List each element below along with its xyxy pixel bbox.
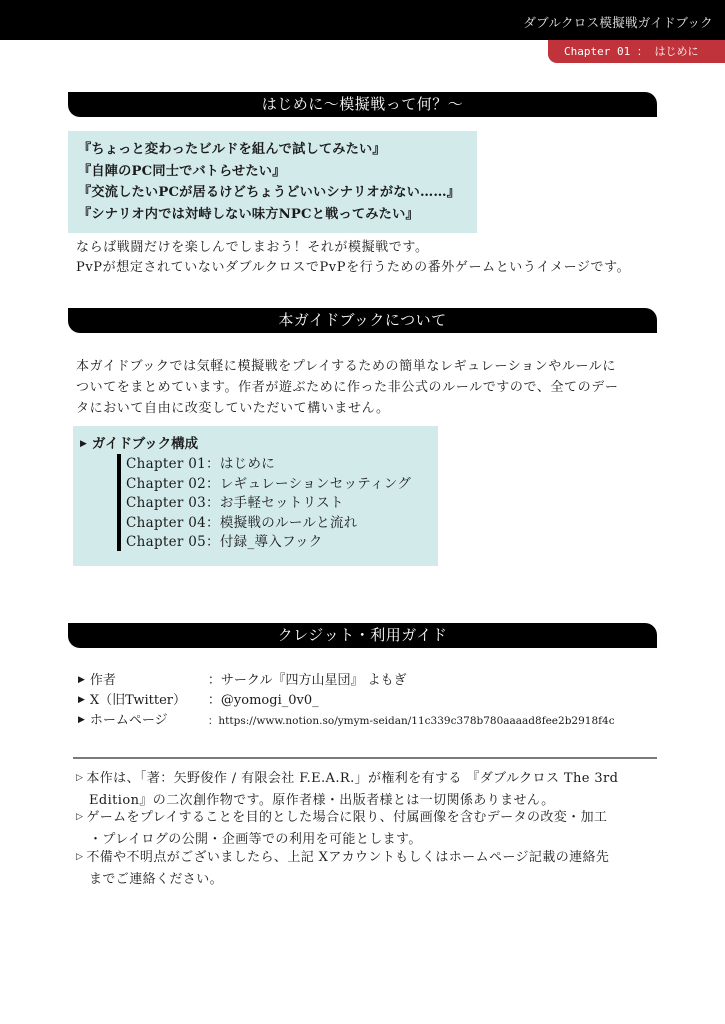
note-line: までご連絡ください。 [89, 871, 224, 887]
triangle-bullet-icon: ▶ [78, 675, 85, 685]
note-usage [76, 808, 607, 849]
credit-label: X（旧Twitter） [89, 693, 187, 708]
quote-line: 『自陣のPC同士でバトらせたい』 [78, 163, 286, 179]
section-header-credits: クレジット・利用ガイド [68, 623, 657, 648]
quote-box [68, 131, 477, 233]
book-title: ダブルクロス模擬戦ガイドブック [523, 15, 713, 30]
credit-label: ホームページ [89, 713, 168, 728]
about-body [76, 356, 618, 419]
toc-item-chapter-02: Chapter 02：レギュレーションセッティング [126, 475, 412, 492]
intro-body [76, 238, 630, 278]
note-line: ・プレイログの公開・企画等での利用を可能とします。 [89, 831, 422, 847]
open-triangle-bullet-icon: ▷ [76, 812, 84, 822]
toc-item-chapter-04: Chapter 04：模擬戦のルールと流れ [126, 514, 358, 531]
toc-item-chapter-05: Chapter 05：付録_導入フック [126, 534, 323, 551]
credit-row-author [78, 671, 407, 692]
triangle-bullet-icon: ▶ [78, 715, 85, 725]
open-triangle-bullet-icon: ▷ [76, 852, 84, 862]
quote-line: 『ちょっと変わったビルドを組んで試してみたい』 [78, 142, 386, 157]
note-line: 本作は、「著：矢野俊作 / 有限会社 F.E.A.R.」が権利を有する 『ダブルクロス The 3rd [86, 771, 619, 786]
note-line: ゲームをプレイすることを目的とした場合に限り、付属画像を含むデータの改変・加工 [86, 810, 608, 825]
credit-label: 作者 [89, 673, 116, 688]
toc-list [126, 455, 411, 553]
note-line: Edition』の二次創作物です。原作者様・出版者様とは一切関係ありません。 [89, 792, 555, 808]
credit-value: ：サークル『四方山星団』 よもぎ [207, 673, 407, 688]
triangle-bullet-icon: ▶ [78, 695, 85, 705]
triangle-bullet-icon: ▶ [80, 439, 87, 449]
divider [73, 757, 657, 759]
about-line: ついてをまとめています。作者が遊ぶために作った非公式のルールですので、全てのデー [76, 380, 619, 395]
credit-row-homepage [78, 711, 615, 732]
about-line: タにおいて自由に改変していただいて構いません。 [76, 401, 390, 416]
intro-line: PvPが想定されていないダブルクロスでPvPを行うための番外ゲームというイメージです。 [76, 260, 631, 275]
toc-box [73, 426, 438, 566]
section-header-about: 本ガイドブックについて [68, 308, 657, 333]
chapter-tab: Chapter 01 ： はじめに [548, 40, 725, 63]
toc-item-chapter-03: Chapter 03：お手軽セットリスト [126, 495, 344, 512]
note-line: 不備や不明点がございましたら、上記 Xアカウントもしくはホームページ記載の連絡先 [86, 850, 610, 865]
x-handle-link[interactable]: ：@yomogi_0v0_ [207, 693, 319, 708]
credit-row-x-account [78, 691, 319, 712]
open-triangle-bullet-icon: ▷ [76, 773, 84, 783]
about-line: 本ガイドブックでは気軽に模擬戦をプレイするための簡単なレギュレーションやルールに [76, 359, 616, 374]
note-copyright [76, 769, 618, 810]
quote-line: 『シナリオ内では対峙しない味方NPCと戦ってみたい』 [78, 206, 419, 222]
top-header-bar [0, 0, 725, 40]
quote-line: 『交流したいPCが居るけどちょうどいいシナリオがない……』 [78, 185, 461, 200]
note-contact [76, 848, 609, 889]
toc-item-chapter-01: Chapter 01：はじめに [126, 456, 276, 472]
toc-title-text: ガイドブック構成 [91, 436, 199, 452]
homepage-link[interactable]: ：https://www.notion.so/ymym-seidan/11c339c378b780aaaad8fee2b2918f4c [207, 715, 615, 727]
toc-title [80, 434, 198, 456]
section-header-intro: はじめに～模擬戦って何？～ [68, 92, 657, 117]
toc-left-bar [117, 454, 121, 551]
intro-line: ならば戦闘だけを楽しんでしまおう！それが模擬戦です。 [76, 240, 429, 255]
